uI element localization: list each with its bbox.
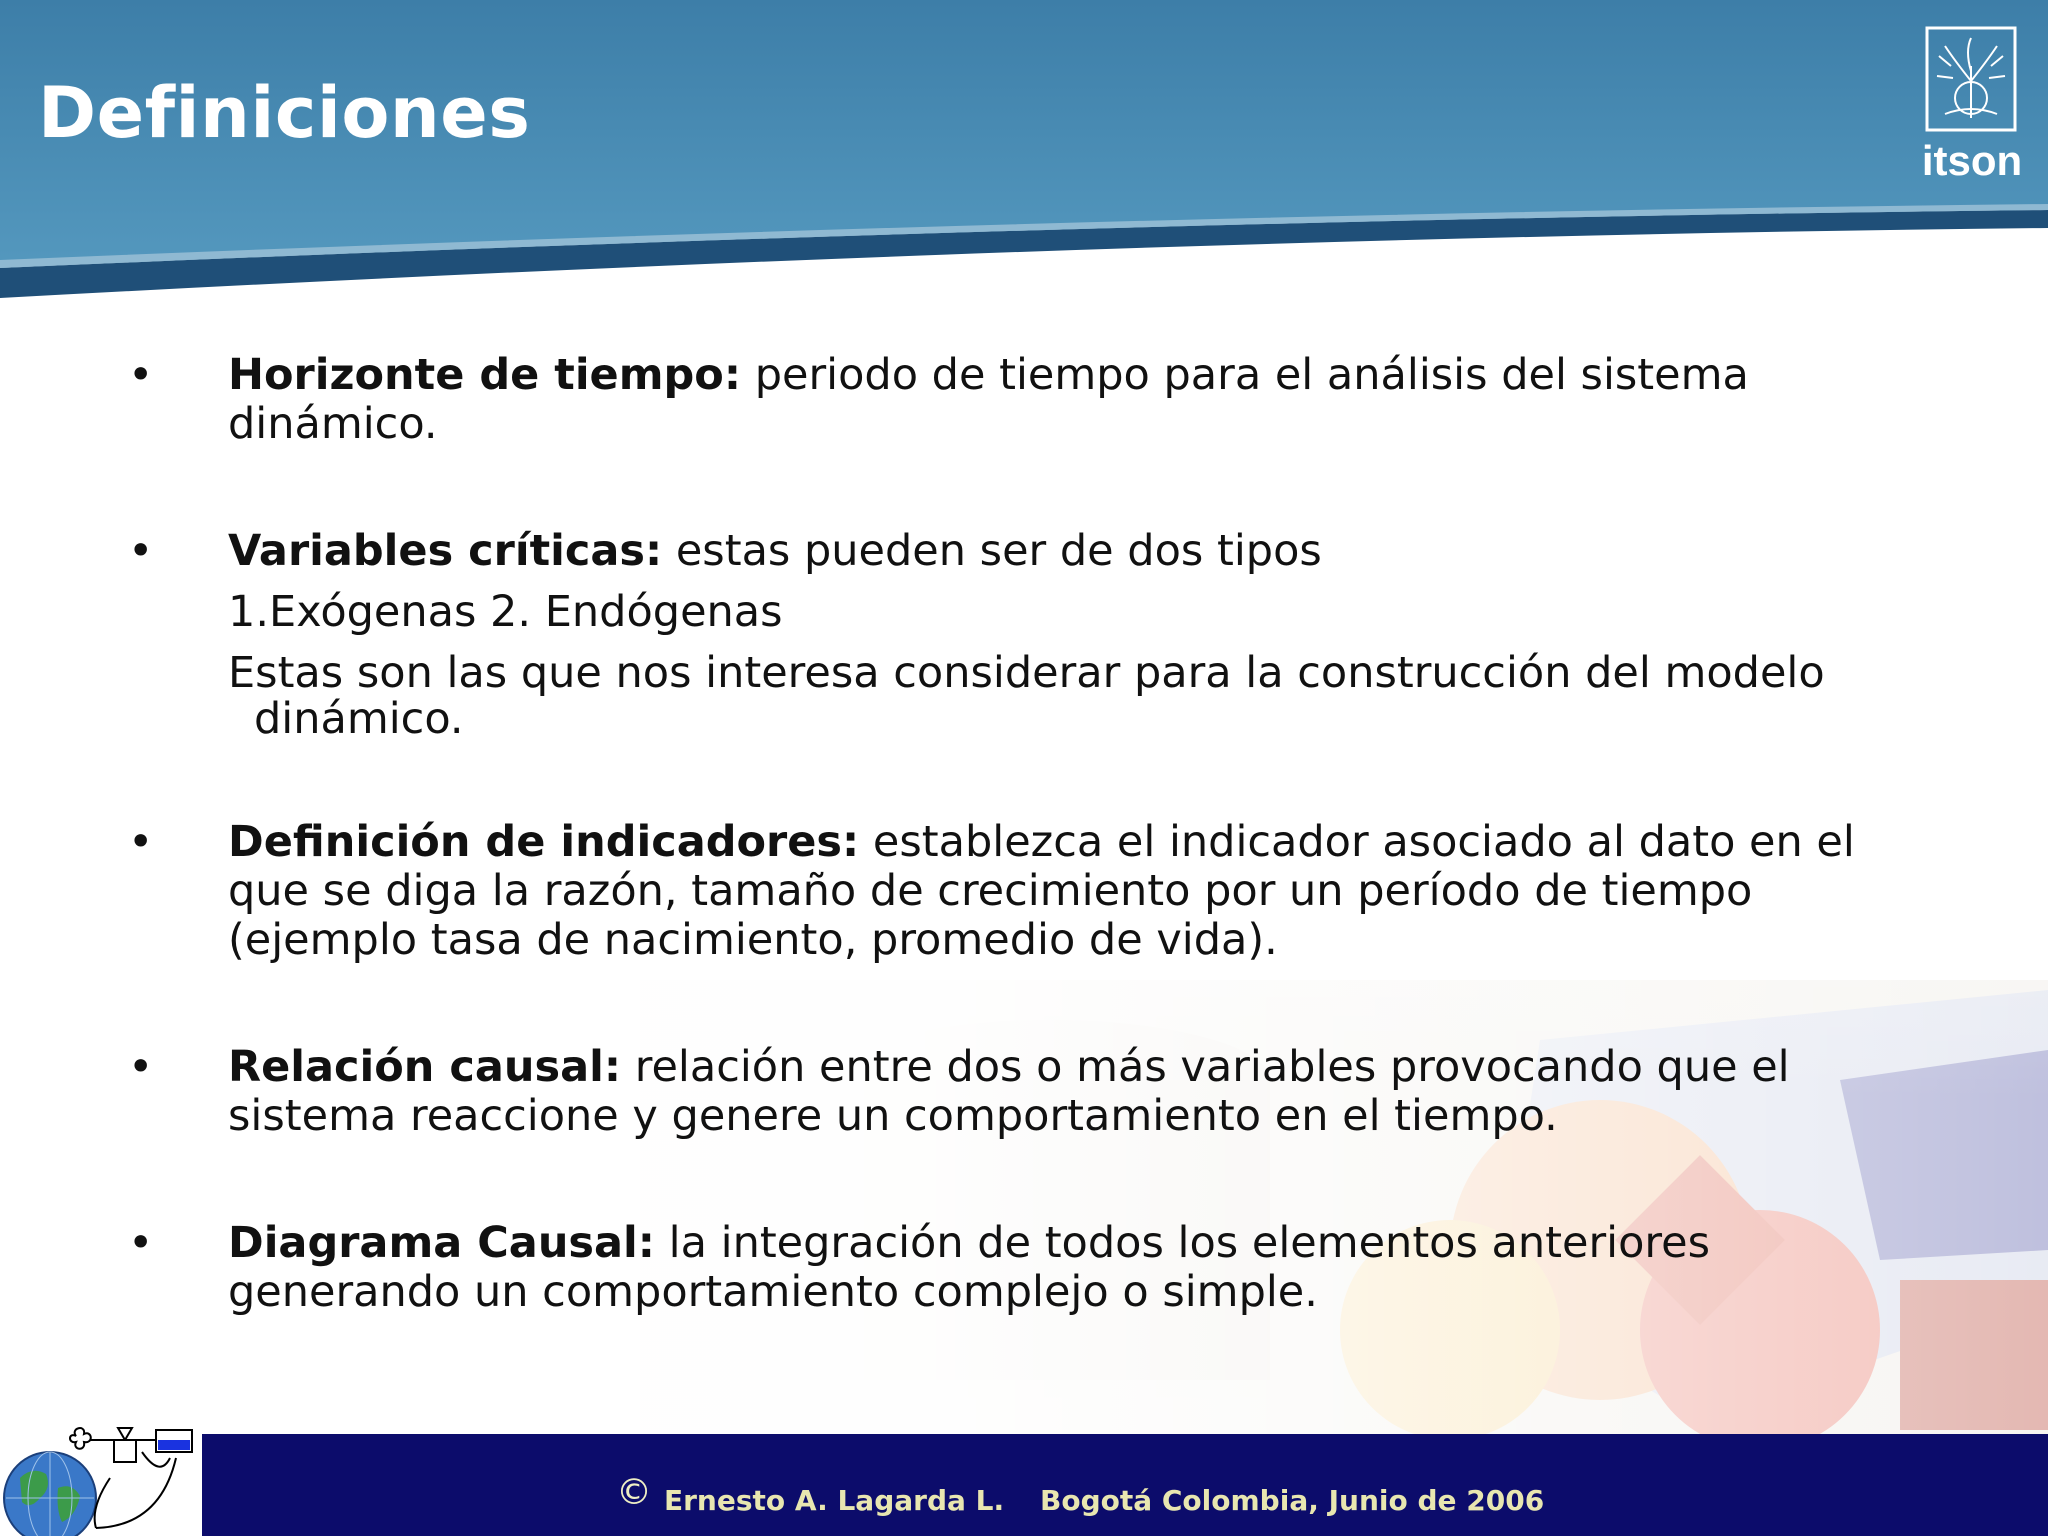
bullet-item [128,1042,1988,1141]
footer-text [202,1434,1848,1536]
globe-stock-flow-icon [0,1418,202,1536]
bullet-term: Relación causal: [228,1042,622,1092]
bullet-text: estas pueden ser de dos tipos [662,526,1322,576]
footer-place-date: Bogotá Colombia, Junio de 2006 [1040,1484,1545,1517]
bullet-text: relación entre dos o más variables provocando que el [621,1042,1790,1092]
footer-bar [202,1434,2048,1536]
bullet-text-cont: dinámico. [228,399,438,449]
bullet-item [128,350,1988,449]
bullet-item [128,1218,1988,1317]
bullet-text: la integración de todos los elementos anteriores [654,1218,1710,1268]
bullet-text-cont: generando un comportamiento complejo o simple. [228,1267,1318,1317]
bullet-dot: • [128,1218,154,1268]
bullet-text-cont: dinámico. [254,694,464,744]
bullet-text-cont: (ejemplo tasa de nacimiento, promedio de vida). [228,915,1278,965]
logo-text: itson [1921,137,2023,184]
variable-types: 1.Exógenas 2. Endógenas [228,587,783,637]
copyright-icon: © [616,1472,652,1513]
bullet-text-line: Estas son las que nos interesa considerar para la construcción del modelo [228,648,1825,698]
bullet-text: periodo de tiempo para el análisis del sistema [741,350,1749,400]
bullet-term: Variables críticas: [228,526,663,576]
bullet-dot: • [128,350,154,400]
bullet-term: Horizonte de tiempo: [228,350,742,400]
bullet-item [128,817,1988,965]
bullet-dot: • [128,1042,154,1092]
page-title: Definiciones [38,72,531,154]
bullet-dot: • [128,526,154,576]
bullet-text: establezca el indicador asociado al dato en el [859,817,1855,867]
footer-author: Ernesto A. Lagarda L. [664,1484,1005,1517]
bullet-dot: • [128,817,154,867]
bullet-text-cont: sistema reaccione y genere un comportamiento en el tiempo. [228,1091,1558,1141]
bullet-term: Definición de indicadores: [228,817,860,867]
bullet-term: Diagrama Causal: [228,1218,655,1268]
bullet-item [128,526,1988,744]
bullet-text-cont: que se diga la razón, tamaño de crecimiento por un período de tiempo [228,866,1753,916]
